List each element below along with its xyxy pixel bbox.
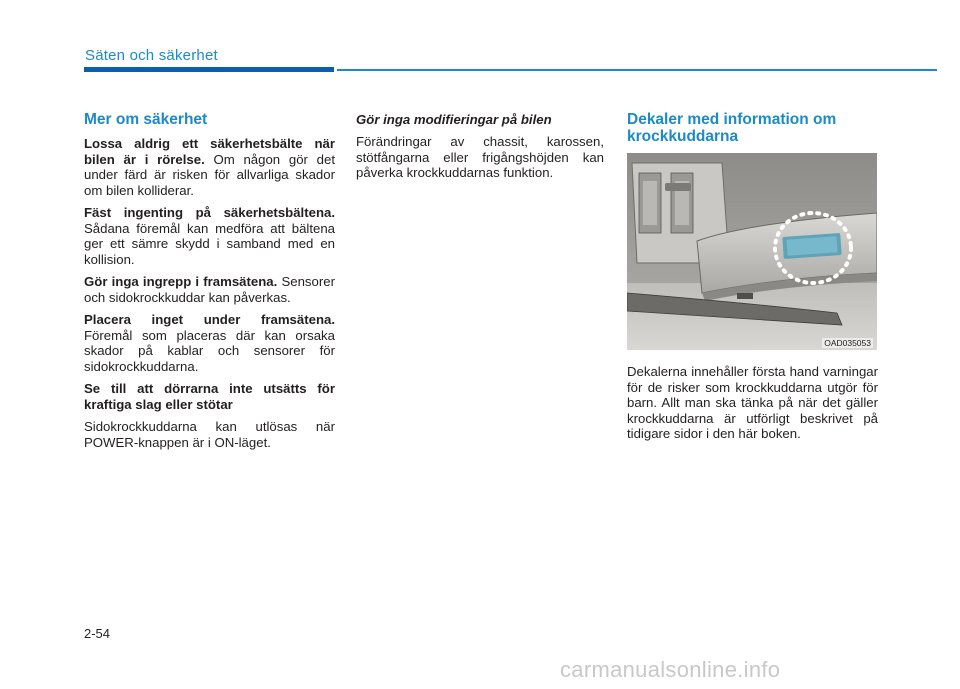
column-2: [356, 111, 604, 188]
section-title: Säten och säkerhet: [85, 47, 218, 64]
airbag-label-figure: [627, 153, 877, 350]
heading-no-modifications: Gör inga modifieringar på bilen: [356, 112, 552, 127]
watermark: carmanualsonline.info: [560, 657, 781, 682]
paragraph-doors: Se till att dörrarna inte utsätts för kraftiga slag eller stötar: [84, 381, 335, 412]
heading-airbag-labels: Dekaler med information om krockkuddarna: [627, 111, 837, 145]
header-rule-dark: [84, 67, 334, 72]
paragraph-seatbelt-moving: Lossa aldrig ett säkerhetsbälte när bilen är i rörelse. Om någon gör det under färd är risken för allvarliga skador om bilen kolliderar.: [84, 136, 336, 198]
paragraph-modifications: Förändringar av chassit, karossen, stötfångarna eller frigångshöjden kan påverka krockkuddarnas funktion.: [356, 134, 604, 180]
header-rule-light: [337, 69, 937, 71]
column-3: [627, 111, 878, 449]
paragraph-attach-nothing: Fäst ingenting på säkerhetsbältena. Sådana föremål kan medföra att bältena ger ett sämre skydd i samband med en kollision.: [84, 205, 335, 267]
paragraph-power-button: Sidokrockkuddarna kan utlösas när POWER-knappen är i ON-läget.: [84, 419, 335, 450]
column-1: [84, 111, 335, 457]
sun-visor-illustration: [627, 153, 877, 350]
figure-code: OAD035053: [824, 338, 871, 348]
paragraph-under-seats: Placera inget under framsätena. Föremål som placeras där kan orsaka skador på kablar och sensorer för sidokrockkuddarna.: [84, 312, 335, 374]
heading-more-safety: Mer om säkerhet: [84, 111, 208, 128]
paragraph-label-info: Dekalerna innehåller första hand varningar för de risker som krockkuddarna utgör för barn. Allt man ska tänka på när det gäller krockkuddarna är utförligt beskrivet på tidigare sidor i den här boken.: [627, 364, 878, 441]
paragraph-front-seats: Gör inga ingrepp i framsätena. Sensorer och sidokrockkuddar kan påverkas.: [84, 274, 335, 305]
page-number: 2-54: [84, 626, 111, 641]
